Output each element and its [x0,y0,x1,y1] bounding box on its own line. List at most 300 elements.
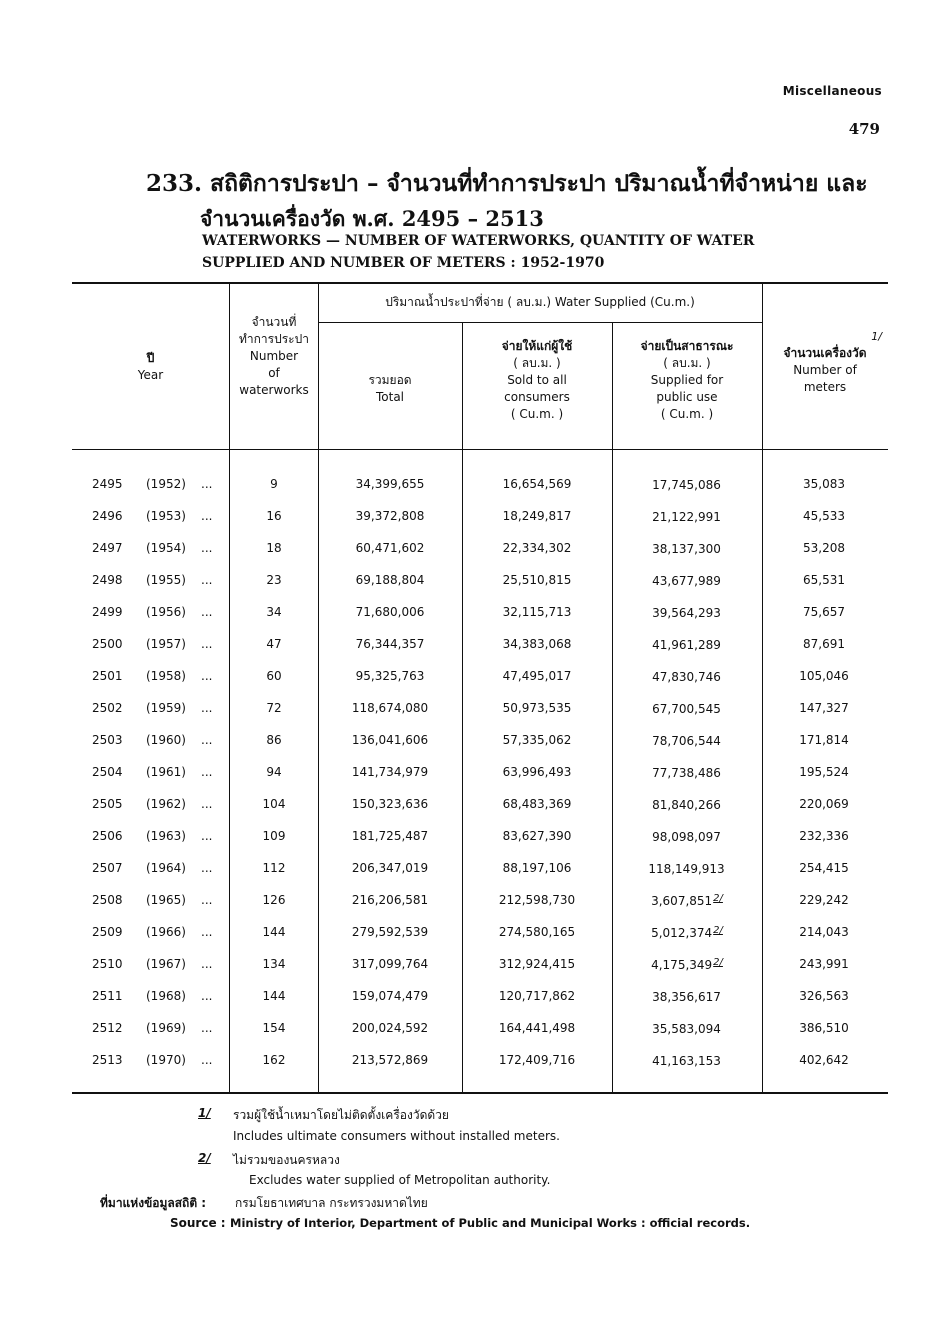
row-meters-value: 326,563 [799,989,849,1003]
row-year-english [146,477,186,491]
table-row [0,1053,948,1085]
table-row [0,989,948,1021]
row-waterworks [230,861,318,875]
row-public [612,925,762,940]
row-total-value: 279,592,539 [351,925,429,939]
row-year-thai-value: 2504 [92,765,123,779]
row-public-value: 3,607,851 [651,894,713,908]
row-sold [462,797,612,811]
row-waterworks [230,541,318,555]
header-sold-en1: Sold to all [507,373,567,387]
row-public-value: 67,700,545 [652,702,721,716]
header-sold-en2: consumers [504,390,570,404]
row-year-thai [92,861,123,875]
row-meters-value: 65,531 [803,573,845,587]
row-waterworks [230,1021,318,1035]
row-year-english [146,1053,186,1067]
row-sold-value: 88,197,106 [502,861,572,875]
row-meters [762,733,886,747]
row-year-thai [92,957,123,971]
row-leader-dots: ... [201,957,213,971]
row-year-thai-value: 2501 [92,669,123,683]
row-meters-value: 75,657 [803,605,845,619]
row-total [318,637,462,651]
row-sold [462,893,612,907]
row-year-english [146,925,186,939]
row-public [612,765,762,780]
source-thai-label: ที่มาแห่งข้อมูลสถิติ : [100,1196,207,1210]
row-year-english-value: (1963) [146,829,186,843]
row-meters [762,637,886,651]
row-year-english [146,605,186,619]
row-waterworks-value: 23 [266,573,282,587]
row-total [318,1021,462,1035]
table-row [0,957,948,989]
row-year-thai-value: 2506 [92,829,123,843]
row-leader-dots: ... [201,1053,213,1067]
row-year-english-value: (1962) [146,797,186,811]
row-public-value: 47,830,746 [652,670,721,684]
row-meters-value: 195,524 [799,765,849,779]
header-waterworks-th2: ทำการประปา [239,332,309,346]
row-leader-dots: ... [201,573,213,587]
row-year-english-value: (1954) [146,541,186,555]
table-row [0,541,948,573]
row-total [318,1053,462,1067]
row-year-english [146,765,186,779]
row-leader-dots: ... [201,733,213,747]
row-sold-value: 164,441,498 [498,1021,576,1035]
page-number: 479 [848,120,880,138]
row-public [612,733,762,748]
row-sold-value: 274,580,165 [498,925,576,939]
row-waterworks-value: 104 [262,797,286,811]
row-waterworks [230,893,318,907]
row-sold [462,573,612,587]
row-total [318,733,462,747]
row-waterworks [230,477,318,491]
row-meters [762,1021,886,1035]
row-public [612,957,762,972]
row-public [612,861,762,876]
row-waterworks-value: 47 [266,637,282,651]
header-waterworks-en2: of [268,366,280,380]
header-total-th: รวมยอด [368,373,412,387]
header-public [612,338,762,423]
row-year-thai-value: 2509 [92,925,123,939]
row-leader-dots: ... [201,509,213,523]
row-year-thai [92,637,123,651]
row-sold-value: 57,335,062 [502,733,572,747]
row-meters-value: 147,327 [799,701,849,715]
row-waterworks-value: 72 [266,701,282,715]
footnote-2-mark: 2/ [198,1151,211,1165]
row-meters-value: 214,043 [799,925,849,939]
row-year-english-value: (1967) [146,957,186,971]
row-year-thai-value: 2507 [92,861,123,875]
row-waterworks-value: 34 [266,605,282,619]
row-sold-value: 312,924,415 [498,957,576,971]
row-total [318,541,462,555]
row-waterworks-value: 144 [262,925,286,939]
row-meters [762,509,886,523]
title-thai-line2: จำนวนเครื่องวัด พ.ศ. 2495 – 2513 [200,206,544,231]
source-english: Ministry of Interior, Department of Public and Municipal Works : official records. [230,1216,751,1230]
row-public-value: 81,840,266 [652,798,721,812]
row-year-english [146,701,186,715]
row-year-thai [92,925,123,939]
row-meters-value: 45,533 [803,509,845,523]
table-row [0,797,948,829]
row-year-thai [92,605,123,619]
row-meters [762,669,886,683]
row-year-thai-value: 2497 [92,541,123,555]
header-meters-th: จำนวนเครื่องวัด [783,346,867,360]
row-year-thai-value: 2502 [92,701,123,715]
table-row [0,861,948,893]
table-top-rule [72,282,888,284]
row-public-value: 38,356,617 [652,990,721,1004]
row-sold [462,605,612,619]
row-meters [762,957,886,971]
row-year-english-value: (1959) [146,701,186,715]
header-meters-note: 1/ [871,330,882,343]
header-meters [762,328,888,396]
row-year-thai [92,1021,123,1035]
row-meters [762,605,886,619]
row-public-footnote-mark: 2/ [713,893,723,904]
row-sold-value: 50,973,535 [502,701,572,715]
row-public [612,573,762,588]
row-meters [762,893,886,907]
row-year-thai [92,477,123,491]
row-public-value: 98,098,097 [652,830,721,844]
row-public [612,797,762,812]
table-row [0,637,948,669]
row-meters-value: 386,510 [799,1021,849,1035]
row-waterworks-value: 162 [262,1053,286,1067]
row-year-thai [92,829,123,843]
row-meters [762,541,886,555]
row-total [318,477,462,491]
row-sold [462,477,612,491]
row-meters-value: 232,336 [799,829,849,843]
row-year-english-value: (1965) [146,893,186,907]
table-row [0,573,948,605]
row-year-english [146,893,186,907]
row-public [612,477,762,492]
row-year-thai [92,509,123,523]
row-meters-value: 87,691 [803,637,845,651]
header-public-en1: Supplied for [650,373,724,387]
row-leader-dots: ... [201,893,213,907]
row-waterworks [230,605,318,619]
row-total [318,925,462,939]
row-year-thai [92,573,123,587]
row-meters [762,925,886,939]
row-meters-value: 402,642 [799,1053,849,1067]
row-public [612,509,762,524]
row-sold [462,701,612,715]
table-row [0,925,948,957]
row-year-english [146,829,186,843]
table-row [0,669,948,701]
row-meters-value: 53,208 [803,541,845,555]
row-sold [462,637,612,651]
row-public-value: 39,564,293 [652,606,721,620]
row-meters [762,1053,886,1067]
row-total [318,861,462,875]
title-english-line2: SUPPLIED AND NUMBER OF METERS : 1952-1970 [202,255,605,271]
row-total [318,829,462,843]
row-sold [462,861,612,875]
row-year-thai-value: 2498 [92,573,123,587]
row-year-thai-value: 2511 [92,989,123,1003]
row-year-english-value: (1961) [146,765,186,779]
row-total-value: 60,471,602 [355,541,425,555]
row-year-thai [92,541,123,555]
title-english-line1: WATERWORKS — NUMBER OF WATERWORKS, QUANTITY OF WATER [202,233,755,249]
row-meters-value: 220,069 [799,797,849,811]
row-total-value: 69,188,804 [355,573,425,587]
row-year-english-value: (1964) [146,861,186,875]
row-waterworks-value: 134 [262,957,286,971]
row-year-english [146,637,186,651]
row-public-value: 38,137,300 [652,542,721,556]
row-total-value: 71,680,006 [355,605,425,619]
table-row [0,1021,948,1053]
row-public-value: 35,583,094 [652,1022,721,1036]
row-waterworks [230,733,318,747]
row-year-thai-value: 2499 [92,605,123,619]
row-total-value: 118,674,080 [351,701,429,715]
row-year-thai [92,989,123,1003]
row-year-english-value: (1956) [146,605,186,619]
row-year-thai-value: 2508 [92,893,123,907]
row-total [318,765,462,779]
row-public [612,541,762,556]
row-meters [762,701,886,715]
row-total-value: 213,572,869 [351,1053,429,1067]
row-year-english [146,989,186,1003]
row-public-value: 41,163,153 [652,1054,721,1068]
table-row [0,477,948,509]
row-total [318,605,462,619]
row-public-value: 41,961,289 [652,638,721,652]
row-year-english-value: (1968) [146,989,186,1003]
row-waterworks [230,989,318,1003]
row-leader-dots: ... [201,541,213,555]
header-public-th1: จ่ายเป็นสาธารณะ [640,339,734,353]
row-sold [462,669,612,683]
row-total-value: 34,399,655 [355,477,425,491]
row-total-value: 216,206,581 [351,893,429,907]
row-year-thai-value: 2503 [92,733,123,747]
footnote-2-thai: ไม่รวมของนครหลวง [233,1153,340,1167]
row-sold [462,989,612,1003]
row-total [318,989,462,1003]
row-meters-value: 105,046 [799,669,849,683]
row-meters [762,829,886,843]
row-public-value: 21,122,991 [652,510,721,524]
row-year-english [146,733,186,747]
row-sold-value: 25,510,815 [502,573,572,587]
row-waterworks [230,829,318,843]
header-total-en: Total [375,390,405,404]
row-meters [762,797,886,811]
row-waterworks [230,701,318,715]
header-bottom-rule [72,449,888,450]
row-leader-dots: ... [201,829,213,843]
row-year-english [146,957,186,971]
row-year-thai [92,797,123,811]
row-sold [462,925,612,939]
row-public-value: 118,149,913 [648,862,725,876]
row-total [318,509,462,523]
row-total-value: 317,099,764 [351,957,429,971]
row-year-english-value: (1970) [146,1053,186,1067]
row-sold-value: 18,249,817 [502,509,572,523]
row-meters-value: 254,415 [799,861,849,875]
row-public [612,1053,762,1068]
row-total-value: 76,344,357 [355,637,425,651]
row-waterworks-value: 60 [266,669,282,683]
row-meters-value: 171,814 [799,733,849,747]
row-public [612,605,762,620]
row-year-english-value: (1960) [146,733,186,747]
header-meters-en1: Number of [793,363,857,377]
table-row [0,733,948,765]
row-year-thai [92,701,123,715]
row-year-thai-value: 2512 [92,1021,123,1035]
row-year-thai [92,669,123,683]
row-sold [462,1053,612,1067]
row-meters [762,477,886,491]
row-waterworks-value: 94 [266,765,282,779]
header-year-th: ปี [146,351,155,365]
row-public-value: 4,175,349 [651,958,713,972]
row-year-thai-value: 2513 [92,1053,123,1067]
row-year-thai-value: 2500 [92,637,123,651]
row-year-thai [92,893,123,907]
row-waterworks-value: 112 [262,861,286,875]
row-sold [462,733,612,747]
row-public [612,701,762,716]
row-leader-dots: ... [201,989,213,1003]
row-meters [762,861,886,875]
row-year-thai-value: 2510 [92,957,123,971]
row-waterworks [230,637,318,651]
row-year-english [146,509,186,523]
subgroup-rule [318,322,762,323]
header-sold-th2: ( ลบ.ม. ) [513,356,561,370]
footnote-1-english: Includes ultimate consumers without installed meters. [233,1129,560,1143]
row-total-value: 141,734,979 [351,765,429,779]
row-waterworks-value: 86 [266,733,282,747]
row-sold [462,829,612,843]
row-year-english [146,573,186,587]
row-total-value: 200,024,592 [351,1021,429,1035]
row-sold-value: 16,654,569 [502,477,572,491]
header-year-en: Year [137,368,164,382]
row-meters [762,573,886,587]
table-row [0,765,948,797]
row-public-value: 5,012,374 [651,926,713,940]
row-year-thai [92,765,123,779]
row-meters-value: 35,083 [803,477,845,491]
row-year-thai [92,733,123,747]
header-public-en2: public use [656,390,718,404]
row-waterworks-value: 16 [266,509,282,523]
header-waterworks [230,314,318,399]
row-meters [762,765,886,779]
row-public-value: 43,677,989 [652,574,721,588]
row-sold-value: 22,334,302 [502,541,572,555]
row-waterworks-value: 126 [262,893,286,907]
row-total [318,797,462,811]
row-meters [762,989,886,1003]
row-year-english-value: (1952) [146,477,186,491]
row-waterworks [230,1053,318,1067]
row-sold [462,765,612,779]
header-year [72,350,229,384]
row-total-value: 136,041,606 [351,733,429,747]
row-waterworks-value: 18 [266,541,282,555]
header-sold [462,338,612,423]
row-year-english [146,669,186,683]
row-waterworks-value: 144 [262,989,286,1003]
row-year-english-value: (1969) [146,1021,186,1035]
row-leader-dots: ... [201,477,213,491]
footnote-2-english: Excludes water supplied of Metropolitan authority. [249,1173,551,1187]
row-total-value: 206,347,019 [351,861,429,875]
row-sold [462,957,612,971]
row-total-value: 181,725,487 [351,829,429,843]
row-leader-dots: ... [201,797,213,811]
table-row [0,701,948,733]
row-year-english [146,541,186,555]
row-sold-value: 212,598,730 [498,893,576,907]
header-total [318,372,462,406]
row-leader-dots: ... [201,861,213,875]
row-sold-value: 83,627,390 [502,829,572,843]
row-total-value: 150,323,636 [351,797,429,811]
row-waterworks [230,669,318,683]
footnote-1-thai: รวมผู้ใช้น้ำเหมาโดยไม่ติดตั้งเครื่องวัดด้วย [233,1108,449,1122]
header-supplied-group: ปริมาณน้ำประปาที่จ่าย ( ลบ.ม.) Water Supplied (Cu.m.) [385,295,695,309]
row-sold-value: 120,717,862 [498,989,576,1003]
footnote-1-mark: 1/ [198,1106,211,1120]
source-english-label: Source : [170,1216,226,1230]
row-total [318,957,462,971]
row-total [318,573,462,587]
row-sold-value: 32,115,713 [502,605,572,619]
row-leader-dots: ... [201,669,213,683]
table-row [0,893,948,925]
row-leader-dots: ... [201,605,213,619]
header-waterworks-en3: waterworks [239,383,309,397]
row-year-english-value: (1957) [146,637,186,651]
row-meters-value: 243,991 [799,957,849,971]
header-waterworks-en1: Number [249,349,299,363]
row-meters-value: 229,242 [799,893,849,907]
source-thai: กรมโยธาเทศบาล กระทรวงมหาดไทย [235,1196,428,1210]
row-year-english-value: (1955) [146,573,186,587]
row-public [612,637,762,652]
row-year-thai-value: 2496 [92,509,123,523]
row-sold-value: 34,383,068 [502,637,572,651]
row-leader-dots: ... [201,701,213,715]
